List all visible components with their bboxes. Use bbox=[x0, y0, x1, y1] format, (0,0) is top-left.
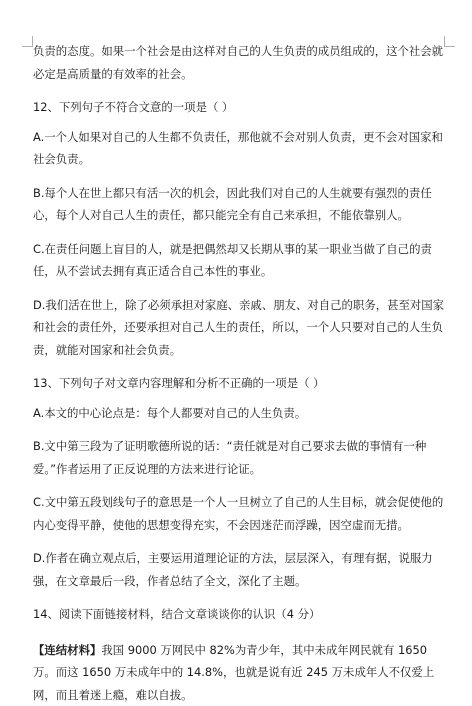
material-label: 【连结材料】 bbox=[33, 643, 101, 657]
question-12-option-c: C.在责任问题上盲目的人，就是把偶然却又长期从事的某一职业当做了自己的责任，从不尝试去拥有真正适合自己本性的事业。 bbox=[33, 238, 453, 283]
question-12-stem: 12、下列句子不符合文意的一项是（ ） bbox=[33, 96, 453, 119]
question-13-option-a: A.本文的中心论点是：每个人都要对自己的人生负责。 bbox=[33, 402, 453, 425]
question-13-option-d: D.作者在确立观点后，主要运用道理论证的方法，层层深入，有理有据，说服力强，在文章最后一段，作者总结了全文，深化了主题。 bbox=[33, 547, 453, 592]
question-13-option-b: B.文中第三段为了证明歌德所说的话：“责任就是对自己要求去做的事情有一种爱。”作者运用了正反说理的方法来进行论证。 bbox=[33, 435, 453, 480]
question-12-option-b: B.每个人在世上都只有活一次的机会，因此我们对自己的人生就要有强烈的责任心，每个人对自己人生的责任，都只能完全有自己来承担，不能依靠别人。 bbox=[33, 182, 453, 227]
question-14-stem: 14、阅读下面链接材料，结合文章谈谈你的认识（4 分） bbox=[33, 603, 453, 626]
question-12-option-d: D.我们活在世上，除了必须承担对家庭、亲戚、朋友、对自己的职务，甚至对国家和社会的责任外，还要承担对自己人生的责任，所以，一个人只要对自己的人生负责，就能对国家和社会负责。 bbox=[33, 294, 453, 362]
question-13-option-c: C.文中第五段划线句子的意思是一个人一旦树立了自己的人生目标，就会促使他的内心变得平静，使他的思想变得充实，不会因迷茫而浮躁，因空虚而无措。 bbox=[33, 491, 453, 536]
question-12-option-a: A.一个人如果对自己的人生都不负责任，那他就不会对别人负责，更不会对国家和社会负责。 bbox=[33, 126, 453, 171]
question-14-material bbox=[33, 639, 453, 706]
margin-corner-mark-left bbox=[22, 36, 33, 47]
document-page bbox=[33, 40, 453, 706]
material-text: 我国 9000 万网民中 82%为青少年，其中未成年网民就有 1650 万。而这 1650 万未成年中的 14.8%，也就是说有近 245 万未成年人不仅爱上网，而且着迷上瘾，难以自拔。 bbox=[33, 643, 434, 702]
intro-paragraph: 负责的态度。如果一个社会是由这样对自己的人生负责的成员组成的，这个社会就必定是高质量的有效率的社会。 bbox=[33, 40, 453, 85]
question-13-stem: 13、下列句子对文章内容理解和分析不正确的一项是（ ） bbox=[33, 372, 453, 395]
